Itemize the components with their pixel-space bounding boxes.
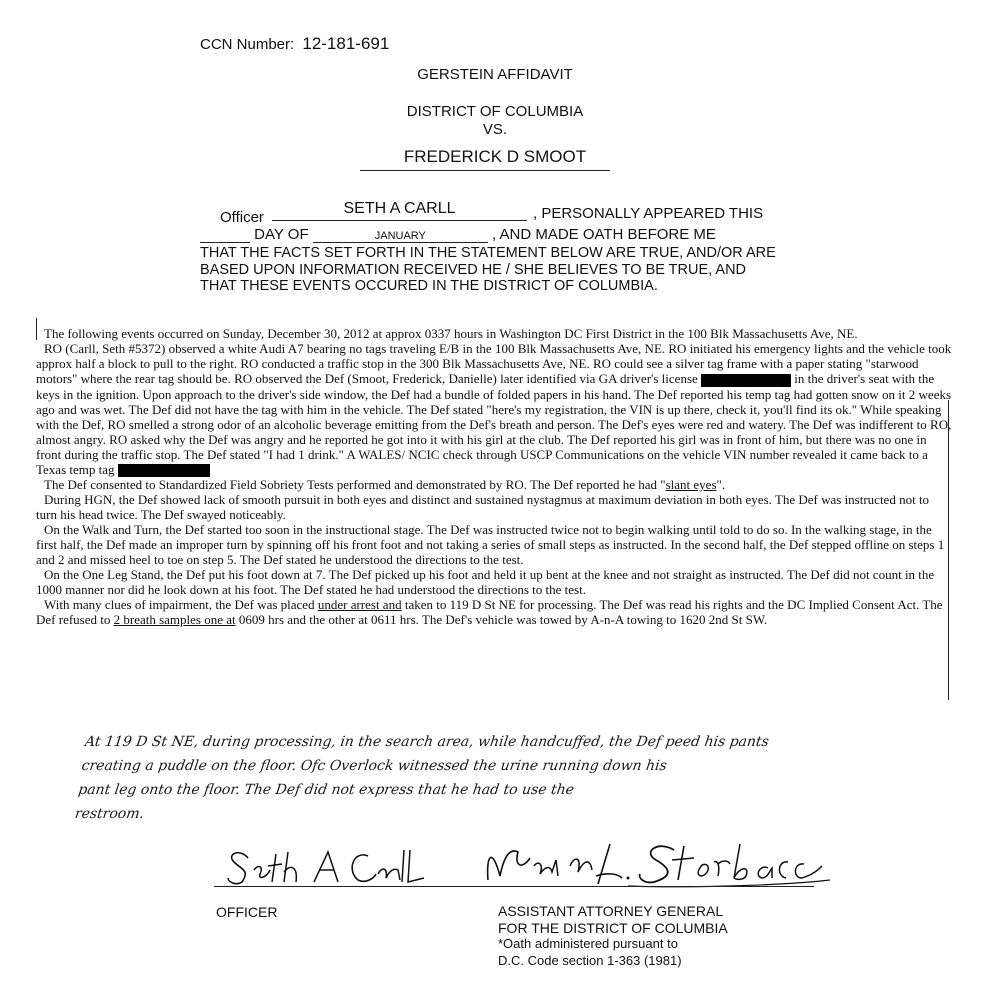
code-citation: D.C. Code section 1-363 (1981) [498, 952, 682, 968]
narrative-text: The Def consented to Standardized Field Sobriety Tests performed and demonstrated by RO. The Def reported he had " [44, 477, 666, 493]
officer-name: SETH A CARLL [272, 200, 527, 221]
aag-jurisdiction: FOR THE DISTRICT OF COLUMBIA [498, 919, 728, 936]
appeared-text: , PERSONALLY APPEARED THIS [533, 205, 764, 222]
day-of-label: DAY OF [254, 226, 309, 243]
versus: VS. [482, 121, 508, 138]
narrative-text: in the driver's seat with the keys in the ignition. Upon approach to the driver's side window, the Def had a bundle of folded papers in his hand. The Def reported his temp tag had gotten snow on it 2 weeks ago and was wet. The Def did not have the tag with him in the vehicle. The Def stated "here's my registration, the VIN is up there, check it, you'll find its ok." While speaking with the Def, RO smelled a strong odor of an alcoholic beverage emitting from the Def's breath and person. The Def's eyes were red and watery. The Def was indifferent to RO, almost angry. RO asked why the Def was angry and he reported he got into it with his girl at the club. The Def reported his girl was in front of him, but there was no one in front during the traffic stop. The Def stated "I had 1 drink." A WALES/ NCIC check through USCP Communications on the vehicle VIN number revealed it came back to a Texas temp tag [36, 371, 952, 477]
narrative-text: With many clues of impairment, the Def was placed [44, 597, 318, 613]
defendant-underline [360, 170, 610, 171]
form-title: GERSTEIN AFFIDAVIT [417, 66, 573, 83]
redaction-block [118, 464, 210, 477]
signature-line [214, 886, 814, 887]
underlined-text: slant eyes [665, 477, 717, 493]
narrative [36, 326, 952, 627]
narrative-paragraph [36, 597, 952, 627]
jurisdiction: DISTRICT OF COLUMBIA [406, 103, 584, 120]
ccn-number: 12-181-691 [302, 34, 390, 53]
narrative-paragraph [36, 477, 952, 492]
narrative-text: RO (Carll, Seth #5372) observed a white Audi A7 bearing no tags traveling E/B in the 100 Blk Massachusetts Ave, NE. RO initiated his emergency lights and the vehicle took approx half a block to pull to the right. RO conducted a traffic stop in the 300 Blk Massachusetts Ave, NE. RO could see a silver tag frame with a paper stating "starwood motors" where the rear tag should be. RO observed the Def (Smoot, Frederick, Danielle) later identified via GA driver's license [36, 341, 952, 386]
aag-signature [478, 836, 838, 890]
month-value: JANUARY [313, 230, 488, 243]
narrative-text: ". [716, 477, 726, 493]
underlined-text: under arrest and [317, 597, 402, 613]
narrative-paragraph: On the One Leg Stand, the Def put his foot down at 7. The Def picked up his foot and held it up bent at the knee and not straight as instructed. The Def did not count in the 1000 manner nor did he look down at his foot. The Def stated he had understood the directions to the test. [36, 567, 935, 598]
aag-title: ASSISTANT ATTORNEY GENERAL [498, 903, 724, 919]
defendant-name: FREDERICK D SMOOT [403, 147, 587, 166]
day-row [200, 226, 760, 243]
officer-label: Officer [220, 209, 264, 226]
narrative-paragraph: During HGN, the Def showed lack of smooth pursuit in both eyes and distinct and sustained nystagmus at maximum deviation in both eyes. The Def was instructed not to turn his head twice. The Def swayed noticeably. [36, 492, 930, 523]
redaction-block [701, 374, 791, 387]
narrative-paragraph: On the Walk and Turn, the Def started too soon in the instructional stage. The Def was instructed twice not to begin walking until told to do so. In the walking stage, in the first half, the Def made an improper turn by spinning off his front foot and not taking a series of small steps as instructed. In the second half, the Def stepped offline on steps 1 and 2 and missed heel to toe on step 5. The Def stated he understood the directions to the test. [36, 522, 945, 568]
officer-signature-label: OFFICER [216, 904, 278, 920]
oath-text: , AND MADE OATH BEFORE ME [491, 226, 716, 243]
oath-statement: THAT THE FACTS SET FORTH IN THE STATEMENT BELOW ARE TRUE, AND/OR ARE BASED UPON INFORMATION RECEIVED HE / SHE BELIEVES TO BE TRUE, AND THAT THESE EVENTS OCCURED IN THE DISTRICT OF COLUMBIA. [200, 245, 776, 294]
officer-signature [218, 840, 428, 888]
narrative-paragraph [36, 341, 952, 477]
ccn-label: CCN Number: [200, 36, 295, 53]
narrative-paragraph: The following events occurred on Sunday, December 30, 2012 at approx 0337 hours in Washington DC First District in the 100 Blk Massachusetts Ave, NE. [44, 326, 858, 341]
narrative-text: taken to 119 D St NE for processing. The Def was read his rights and the DC Implied Consent Act. The Def refused to [36, 597, 943, 628]
handwritten-line: creating a puddle on the floor. Ofc Overlock witnessed the urine running down his [80, 758, 668, 774]
underlined-text: 2 breath samples one at [113, 612, 236, 628]
day-blank [200, 228, 250, 243]
handwritten-line: At 119 D St NE, during processing, in the search area, while handcuffed, the Def peed his pants [83, 734, 770, 750]
handwritten-note [73, 730, 946, 826]
oath-note: *Oath administered pursuant to [498, 936, 678, 951]
handwritten-line: restroom. [73, 806, 146, 822]
narrative-text: 0609 hrs and the other at 0611 hrs. The Def's vehicle was towed by A-n-A towing to 1620 2nd St SW. [235, 612, 768, 628]
ccn-line [200, 34, 389, 54]
aag-block [498, 903, 728, 969]
handwritten-line: pant leg onto the floor. The Def did not express that he had to use the [77, 782, 576, 798]
